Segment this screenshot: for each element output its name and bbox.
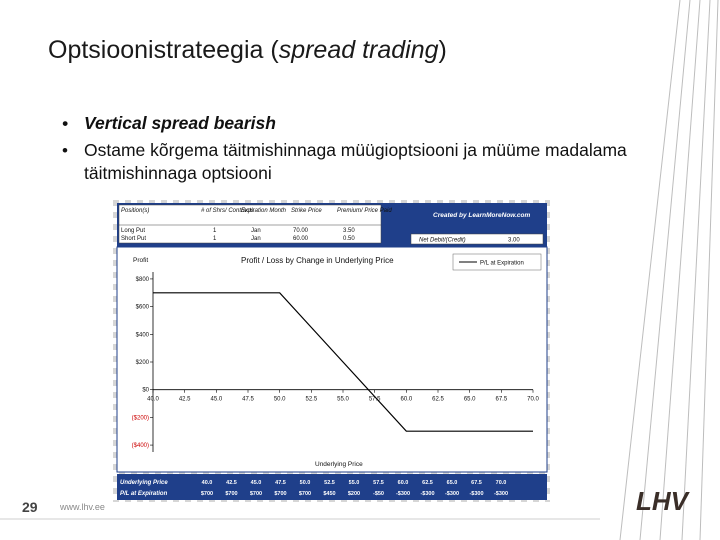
x-tick-label: 70.0 [527, 396, 539, 403]
bottom-cell: $700 [200, 491, 214, 497]
row-cell: 3.50 [343, 228, 355, 234]
bottom-cell: 60.0 [397, 480, 409, 486]
bullet-item: • Ostame kõrgema täitmishinnaga müügioptsiooni ja müüme madalama täitmishinnaga optsiooni [62, 139, 642, 185]
row-cell: 1 [213, 228, 217, 234]
chart-title: Profit / Loss by Change in Underlying Price [241, 256, 394, 265]
bottom-cell: 52.5 [324, 480, 335, 486]
bottom-row1-label: Underlying Price [120, 480, 168, 486]
bottom-cell: $700 [249, 491, 263, 497]
bottom-cell: -$300 [444, 491, 460, 497]
x-tick-label: 40.0 [147, 396, 159, 403]
bottom-cell: 55.0 [348, 480, 360, 486]
bottom-row2-label: P/L at Expiration [120, 491, 168, 497]
bottom-cell: 57.5 [373, 480, 384, 486]
row-cell: 70.00 [293, 228, 309, 234]
bottom-cell: 65.0 [446, 480, 458, 486]
y-tick-label: ($400) [131, 443, 149, 450]
x-tick-label: 57.5 [368, 396, 381, 403]
x-tick-label: 62.5 [432, 396, 444, 403]
bottom-cell: 40.0 [201, 480, 213, 486]
x-tick-label: 47.5 [242, 396, 254, 403]
net-debit-label: Net Debit/(Credit) [419, 237, 466, 244]
bottom-cell: 70.0 [495, 480, 507, 486]
row-cell: 60.00 [293, 236, 309, 242]
row-cell: 1 [213, 236, 217, 242]
y-tick-label: $600 [135, 304, 149, 311]
header-premium: Premium/ Price Paid [337, 208, 392, 214]
bottom-cell: 62.5 [422, 480, 433, 486]
header-strike: Strike Price [291, 208, 322, 214]
y-tick-label: $800 [135, 276, 149, 283]
row-cell: 0.50 [343, 236, 355, 242]
bottom-cell: -$300 [395, 491, 411, 497]
bottom-cell: 67.5 [471, 480, 482, 486]
row-label: Short Put [121, 236, 147, 242]
row-label: Long Put [121, 228, 146, 234]
bottom-cell: -$50 [372, 491, 385, 497]
y-tick-label: ($200) [131, 415, 149, 422]
header-position: Position(s) [121, 208, 150, 214]
bottom-cell: 47.5 [275, 480, 286, 486]
bottom-cell: 45.0 [250, 480, 262, 486]
header-contracts: # of Shrs/ Contracts [201, 208, 255, 214]
x-axis-title: Underlying Price [315, 461, 363, 468]
x-tick-label: 60.0 [400, 396, 413, 403]
page-number: 29 [22, 499, 38, 515]
x-tick-label: 52.5 [305, 396, 318, 403]
bottom-cell: $200 [347, 491, 361, 497]
bottom-cell: -$300 [420, 491, 435, 497]
bottom-cell: $700 [298, 491, 312, 497]
slide-title: Optsioonistrateegia (spread trading) [48, 36, 447, 64]
bottom-cell: $450 [323, 491, 336, 497]
spreadsheet-screenshot [113, 200, 550, 502]
logo-text: LHV [636, 486, 688, 514]
net-debit-value: 3.00 [508, 237, 520, 244]
created-by-label: Created by LearnMoreNow.com [433, 212, 531, 219]
footer-url: www.lhv.ee [60, 502, 105, 512]
y-tick-label: $400 [135, 332, 149, 339]
bottom-cell: $700 [274, 491, 287, 497]
bullet-item: • Vertical spread bearish [62, 112, 642, 135]
y-axis-title: Profit [133, 257, 149, 264]
row-cell: Jan [251, 236, 261, 242]
bottom-cell: 42.5 [226, 480, 237, 486]
bullet-list [62, 112, 642, 185]
x-tick-label: 42.5 [178, 396, 191, 403]
x-tick-label: 45.0 [210, 396, 223, 403]
y-tick-label: $200 [135, 360, 149, 366]
x-tick-label: 65.0 [463, 396, 476, 403]
bottom-cell: $700 [225, 491, 238, 497]
x-tick-label: 55.0 [337, 396, 349, 403]
chart-panel [117, 247, 547, 472]
legend-label: P/L at Expiration [480, 260, 524, 267]
bottom-cell: 50.0 [299, 480, 311, 486]
header-expiration: Expiration Month [241, 208, 287, 214]
lhv-logo [634, 486, 708, 514]
y-tick-label: $0 [142, 387, 149, 394]
x-tick-label: 67.5 [495, 396, 508, 403]
bottom-cell: -$300 [493, 491, 509, 497]
bottom-cell: -$300 [469, 491, 484, 497]
row-cell: Jan [251, 228, 261, 234]
x-tick-label: 50.0 [273, 396, 286, 403]
